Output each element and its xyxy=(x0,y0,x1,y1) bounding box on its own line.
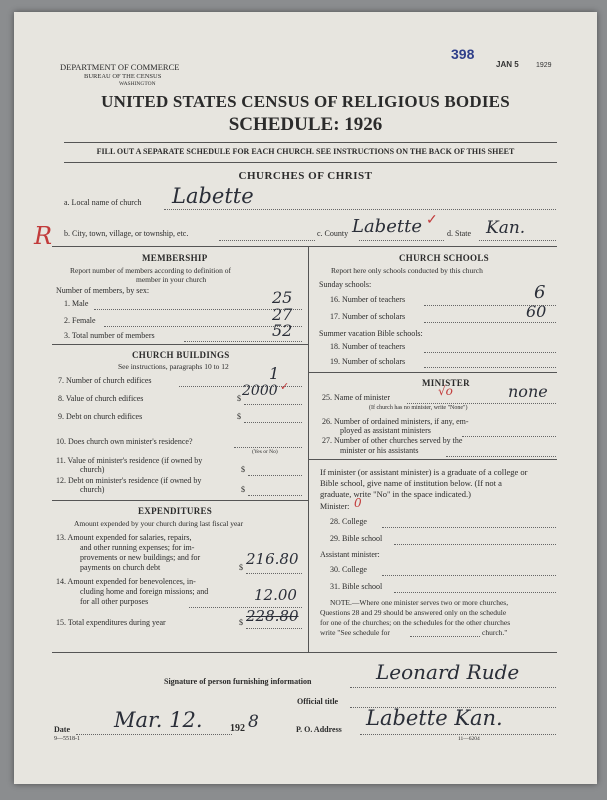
label-15: 15. Total expenditures during year xyxy=(56,618,166,627)
label-edifices: 7. Number of church edifices xyxy=(58,376,152,385)
official-title-label: Official title xyxy=(297,697,339,706)
value-16: 6 xyxy=(534,282,546,303)
label-14c: for all other purposes xyxy=(80,597,149,606)
sunday-schools-label: Sunday schools: xyxy=(319,280,372,289)
label-residence-debt-b: church) xyxy=(80,485,105,494)
value-edifices: 1 xyxy=(269,364,280,383)
value-male: 25 xyxy=(272,288,293,307)
label-28: 28. College xyxy=(330,517,367,526)
label-local-name: a. Local name of church xyxy=(64,198,142,207)
date-label: Date xyxy=(54,725,70,734)
label-residence-value-a: 11. Value of minister's residence (if owned by xyxy=(56,456,203,465)
schools-header: CHURCH SCHOOLS xyxy=(399,253,489,263)
grad-line3: graduate, write "No" in the space indicated.) xyxy=(320,489,471,499)
note-line3: for one of the churches; on the schedules for the other churches xyxy=(320,618,511,627)
red-mark-25: √o xyxy=(438,384,453,398)
buildings-header: CHURCH BUILDINGS xyxy=(132,350,230,360)
label-25: 25. Name of minister xyxy=(322,393,390,402)
stamp-date-b: 1929 xyxy=(536,62,552,69)
label-31: 31. Bible school xyxy=(330,582,383,591)
label-residence-value-b: church) xyxy=(80,465,105,474)
expenditures-header: EXPENDITURES xyxy=(138,506,213,516)
note-line1: NOTE.—Where one minister serves two or more churches, xyxy=(330,598,509,607)
label-city: b. City, town, village, or township, etc. xyxy=(64,229,189,238)
po-address-value: Labette Kan. xyxy=(366,706,503,730)
label-state: d. State xyxy=(447,229,471,238)
value-state: Kan. xyxy=(486,218,526,238)
value-15: 228.80 xyxy=(246,607,299,625)
date-value: Mar. 12. xyxy=(114,708,203,732)
signature-value: Leonard Rude xyxy=(376,660,520,684)
buildings-note: See instructions, paragraphs 10 to 12 xyxy=(118,362,229,371)
value-value-edifices: 2000 xyxy=(242,383,278,399)
year-value: 8 xyxy=(248,712,259,732)
form-title: UNITED STATES CENSUS OF RELIGIOUS BODIES xyxy=(101,92,510,111)
label-14b: cluding home and foreign missions; and xyxy=(80,587,209,596)
label-13c: provements or new buildings; and for xyxy=(80,553,201,562)
value-total-members: 52 xyxy=(272,321,293,340)
label-total-members: 3. Total number of members xyxy=(64,331,155,340)
dept-line3: WASHINGTON xyxy=(119,81,156,87)
label-27a: 27. Number of other churches served by the xyxy=(322,436,463,445)
dollar-11: $ xyxy=(241,465,245,474)
minister-label: Minister: xyxy=(320,502,350,511)
note-line2: Questions 28 and 29 should be answered only on the schedule xyxy=(320,608,507,617)
label-13d: payments on church debt xyxy=(80,563,161,572)
label-26b: ployed as assistant ministers xyxy=(340,426,431,435)
label-19: 19. Number of scholars xyxy=(330,357,406,366)
dollar-8: $ xyxy=(237,394,241,403)
note-line4: write "See schedule for xyxy=(320,628,390,637)
value-female: 27 xyxy=(272,305,293,324)
stamp-date-a: JAN 5 xyxy=(496,60,519,69)
value-17: 60 xyxy=(526,302,547,321)
instruction-line: FILL OUT A SEPARATE SCHEDULE FOR EACH CHURCH. SEE INSTRUCTIONS ON THE BACK OF THIS SHEET xyxy=(96,147,515,156)
label-county: c. County xyxy=(317,229,349,238)
by-sex-label: Number of members, by sex: xyxy=(56,286,150,295)
membership-note1: Report number of members according to definition of xyxy=(70,266,231,275)
signature-label: Signature of person furnishing information xyxy=(164,677,312,686)
membership-note2: member in your church xyxy=(136,275,207,284)
yes-no-hint: (Yes or No) xyxy=(252,449,278,455)
check-mark: ✓ xyxy=(426,213,438,228)
label-16: 16. Number of teachers xyxy=(330,295,406,304)
po-address-label: P. O. Address xyxy=(296,725,342,734)
asst-minister-label: Assistant minister: xyxy=(320,550,380,559)
label-26a: 26. Number of ordained ministers, if any, em- xyxy=(322,417,469,426)
census-form-page xyxy=(14,12,597,784)
value-14: 12.00 xyxy=(254,586,297,604)
note-line4b: church." xyxy=(482,628,508,637)
label-30: 30. College xyxy=(330,565,367,574)
dollar-13: $ xyxy=(239,563,243,572)
label-29: 29. Bible school xyxy=(330,534,383,543)
label-debt-edifices: 9. Debt on church edifices xyxy=(58,412,143,421)
minister-header: MINISTER xyxy=(422,378,470,388)
dept-line2: BUREAU OF THE CENSUS xyxy=(84,73,162,80)
year-prefix: 192 xyxy=(230,723,245,734)
expenditures-note: Amount expended by your church during last fiscal year xyxy=(74,519,244,528)
form-number: 9—5518-1 xyxy=(54,736,80,742)
label-owns-residence: 10. Does church own minister's residence? xyxy=(56,437,193,446)
value-county: Labette xyxy=(352,216,422,237)
value-25: none xyxy=(508,382,548,401)
note-25: (If church has no minister, write "None") xyxy=(369,405,468,411)
red-tick-8: ✓ xyxy=(280,381,290,393)
label-residence-debt-a: 12. Debt on minister's residence (if owned by xyxy=(56,476,202,485)
denomination: CHURCHES OF CHRIST xyxy=(238,170,373,182)
label-male: 1. Male xyxy=(64,299,89,308)
dollar-15: $ xyxy=(239,618,243,627)
dollar-12: $ xyxy=(241,485,245,494)
grad-line2: Bible school, give name of institution below. (If not a xyxy=(320,478,502,488)
schools-note: Report here only schools conducted by this church xyxy=(331,266,483,275)
dollar-9: $ xyxy=(237,412,241,421)
label-13b: and other running expenses; for im- xyxy=(80,543,195,552)
dept-line1: DEPARTMENT OF COMMERCE xyxy=(60,62,180,72)
label-13a: 13. Amount expended for salaries, repairs, xyxy=(56,533,192,542)
label-14a: 14. Amount expended for benevolences, in- xyxy=(56,577,196,586)
review-mark-r: R xyxy=(34,222,53,250)
value-local-name: Labette xyxy=(172,184,254,208)
label-female: 2. Female xyxy=(64,316,96,325)
label-18: 18. Number of teachers xyxy=(330,342,406,351)
form-schedule: SCHEDULE: 1926 xyxy=(228,114,383,135)
grad-line1: If minister (or assistant minister) is a graduate of a college or xyxy=(320,467,528,477)
label-27b: minister or his assistants xyxy=(340,446,419,455)
value-13: 216.80 xyxy=(246,550,299,568)
minister-value: 0 xyxy=(354,496,362,510)
membership-header: MEMBERSHIP xyxy=(142,253,208,263)
label-value-edifices: 8. Value of church edifices xyxy=(58,394,144,403)
summer-schools-label: Summer vacation Bible schools: xyxy=(319,329,423,338)
stamp-number: 398 xyxy=(451,46,475,62)
label-17: 17. Number of scholars xyxy=(330,312,406,321)
gpo-number: 11—6204 xyxy=(458,736,480,742)
